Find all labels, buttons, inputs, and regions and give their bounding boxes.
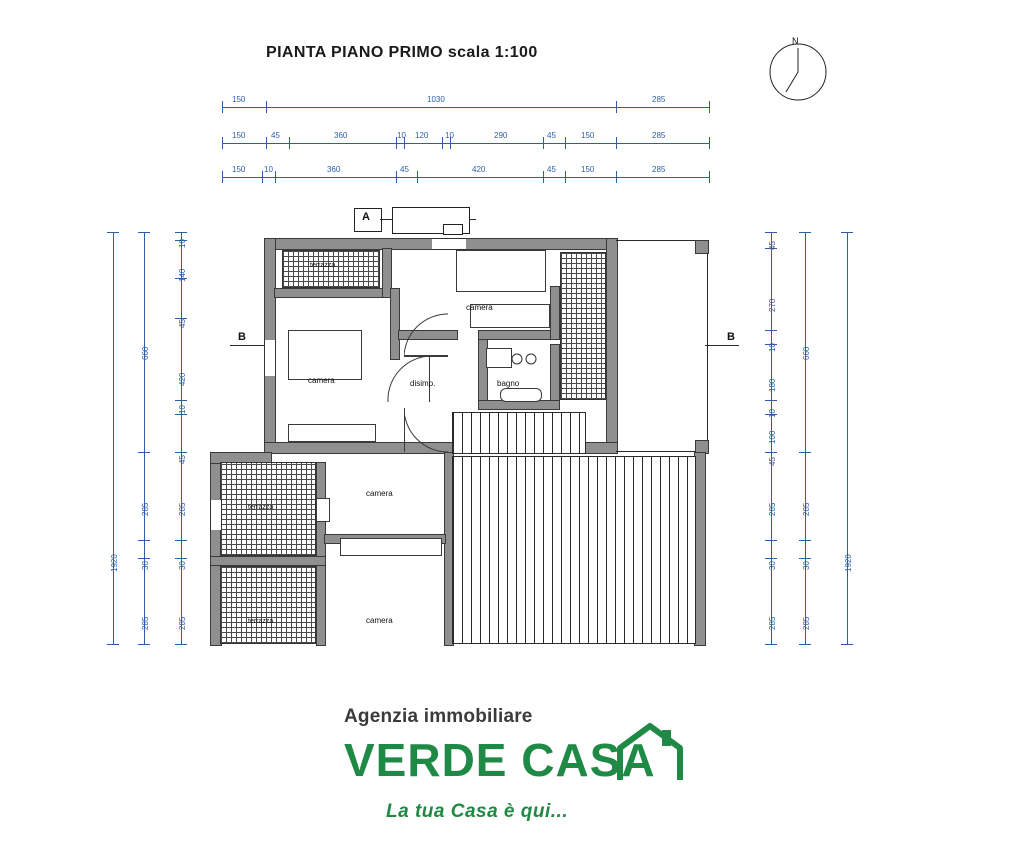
dim-tick	[799, 540, 811, 541]
bed-camera-left	[288, 330, 362, 380]
room-label-camera-left: camera	[308, 376, 335, 385]
dim-label: 100	[768, 430, 777, 444]
section-mark-b-left: B	[238, 331, 246, 343]
dim-tick	[841, 644, 853, 645]
dim-tick	[709, 137, 710, 149]
dim-tick	[841, 232, 853, 233]
dim-label: 10	[445, 131, 454, 140]
dim-tick	[765, 232, 777, 233]
dim-label: 285	[141, 616, 150, 630]
door-arc-disimpegno-top	[404, 312, 452, 358]
wardrobe-camera-left	[288, 424, 376, 442]
dim-tick	[138, 232, 150, 233]
dim-tick	[799, 558, 811, 559]
exterior-wall-right-upper	[606, 238, 618, 454]
dim-label: 360	[327, 165, 341, 174]
tub-bagno	[500, 388, 542, 402]
dim-tick	[765, 400, 777, 401]
room-label-terrazza-top: terrazza	[310, 262, 336, 269]
window-left	[264, 340, 276, 376]
bed-camera-top	[456, 250, 546, 292]
dim-label: 285	[178, 502, 187, 516]
dim-tick	[222, 101, 223, 113]
dim-label: 45	[178, 319, 187, 328]
window-top	[432, 238, 466, 250]
dim-tick	[138, 452, 150, 453]
dim-label: 285	[768, 502, 777, 516]
dim-right-col2-line	[805, 232, 806, 644]
dim-tick	[175, 540, 187, 541]
terrazza-top-hatch	[282, 250, 380, 288]
dim-label: 140	[178, 268, 187, 282]
dim-label: 285	[768, 616, 777, 630]
dim-label: 10	[178, 405, 187, 414]
logo-wordmark	[344, 733, 656, 787]
dim-tick	[138, 558, 150, 559]
dim-label: 150	[232, 165, 246, 174]
dim-tick	[765, 540, 777, 541]
dim-tick	[765, 330, 777, 331]
room-label-bagno: bagno	[497, 379, 520, 388]
dim-label: 45	[178, 455, 187, 464]
dim-label: 150	[581, 165, 595, 174]
dim-label: 360	[334, 131, 348, 140]
dim-label: 420	[178, 372, 187, 386]
dim-tick	[442, 137, 443, 149]
dim-tick	[175, 558, 187, 559]
dim-label: 420	[472, 165, 486, 174]
dim-label: 285	[141, 502, 150, 516]
room-label-camera-mid: camera	[366, 489, 393, 498]
section-mark-b-right: B	[727, 331, 735, 343]
dim-tick	[222, 171, 223, 183]
dim-tick	[616, 171, 617, 183]
dim-label: 30	[141, 561, 150, 570]
dim-tick	[616, 137, 617, 149]
dim-label: 150	[232, 131, 246, 140]
dim-tick	[138, 644, 150, 645]
room-label-disimpegno: disimp.	[410, 379, 436, 388]
dim-label: 285	[652, 131, 666, 140]
dim-tick	[107, 644, 119, 645]
dim-label: 1920	[844, 554, 853, 572]
dim-tick	[275, 171, 276, 183]
sink-bagno-icon	[510, 352, 540, 366]
dim-label: 10	[178, 239, 187, 248]
dim-label: 10	[768, 409, 777, 418]
terrazza-bottom-hatch	[220, 566, 316, 644]
dim-label: 45	[768, 241, 777, 250]
dim-tick	[138, 540, 150, 541]
dim-tick	[565, 137, 566, 149]
door-arc-disimpegno-bottom	[404, 404, 452, 456]
room-label-camera-bottom: camera	[366, 616, 393, 625]
dim-tick	[396, 171, 397, 183]
dim-tick	[262, 171, 263, 183]
dim-tick	[266, 137, 267, 149]
dim-label: 30	[802, 561, 811, 570]
dim-tick	[175, 644, 187, 645]
interior-wall-right-bed2	[550, 344, 560, 402]
section-line-b-left	[230, 345, 266, 346]
section-a-detail-inner	[443, 224, 463, 235]
dim-left-col1-line	[113, 232, 114, 644]
window-lower-left	[210, 500, 222, 530]
dim-top-row2-line	[222, 143, 709, 144]
roof-beams	[452, 456, 696, 644]
dim-label: 660	[141, 346, 150, 360]
dim-tick	[543, 137, 544, 149]
dim-label: 290	[494, 131, 508, 140]
interior-wall-lower-horiz2	[210, 556, 326, 566]
logo-word-casa: CASA	[521, 734, 656, 786]
dim-label: 45	[768, 457, 777, 466]
dim-label: 150	[232, 95, 246, 104]
balcony-right-outline-right	[707, 240, 708, 452]
terrazza-right-hatch	[560, 252, 606, 400]
dim-label: 285	[802, 616, 811, 630]
dim-tick	[175, 414, 187, 415]
compass-north-label: N	[792, 36, 799, 46]
balcony-right-parapet-top	[695, 240, 709, 254]
interior-wall-vertical-mid	[390, 288, 400, 360]
logo-slogan: La tua Casa è qui...	[386, 801, 569, 822]
interior-wall-lower-vert1	[316, 462, 326, 646]
dim-label: 10	[768, 343, 777, 352]
page-title: PIANTA PIANO PRIMO scala 1:100	[266, 44, 538, 61]
dim-tick	[799, 452, 811, 453]
interior-wall-terrazza	[274, 288, 384, 298]
dim-tick	[175, 452, 187, 453]
dim-tick	[175, 232, 187, 233]
dim-label: 1030	[427, 95, 445, 104]
closet-camera-mid	[316, 498, 330, 522]
dim-label: 45	[547, 165, 556, 174]
sanitary-bagno	[486, 348, 512, 368]
stairs	[452, 412, 586, 454]
dim-tick	[765, 558, 777, 559]
dim-tick	[289, 137, 290, 149]
dim-tick	[107, 232, 119, 233]
dim-right-col3-line	[847, 232, 848, 644]
dim-top-row3-line	[222, 177, 709, 178]
dim-tick	[565, 171, 566, 183]
dim-label: 285	[802, 502, 811, 516]
dim-tick	[765, 644, 777, 645]
wardrobe-camera-mid	[340, 538, 442, 556]
dim-label: 120	[415, 131, 429, 140]
interior-wall-bagno-top	[478, 330, 552, 340]
dim-label: 45	[271, 131, 280, 140]
dim-top-row1-line	[222, 107, 709, 108]
dim-label: 45	[547, 131, 556, 140]
section-line-b-right	[705, 345, 739, 346]
dim-tick	[799, 232, 811, 233]
dim-label: 285	[178, 616, 187, 630]
dim-label: 30	[768, 561, 777, 570]
dim-label: 150	[581, 131, 595, 140]
logo-word-verde: VERDE	[344, 734, 508, 786]
dim-tick	[417, 171, 418, 183]
house-icon	[616, 722, 688, 784]
logo-tagline-top: Agenzia immobiliare	[344, 706, 533, 727]
stairs-diagonal	[452, 412, 453, 452]
dim-label: 30	[178, 561, 187, 570]
dim-label: 10	[397, 131, 406, 140]
dim-label: 660	[802, 346, 811, 360]
section-mark-a: A	[362, 211, 370, 223]
dim-tick	[266, 101, 267, 113]
dim-tick	[616, 101, 617, 113]
dim-label: 10	[264, 165, 273, 174]
dim-label: 285	[652, 165, 666, 174]
dim-tick	[543, 171, 544, 183]
dim-left-col3-line	[181, 232, 182, 644]
dim-tick	[709, 171, 710, 183]
compass-icon	[768, 42, 828, 102]
dim-label: 1920	[110, 554, 119, 572]
room-label-camera-top: camera	[466, 303, 493, 312]
dim-tick	[799, 644, 811, 645]
dim-label: 45	[400, 165, 409, 174]
dim-label: 270	[768, 298, 777, 312]
room-label-terrazza-mid: terrazza	[248, 504, 274, 511]
dim-tick	[709, 101, 710, 113]
dim-tick	[765, 452, 777, 453]
dim-label: 180	[768, 378, 777, 392]
dim-tick	[175, 400, 187, 401]
dim-tick	[222, 137, 223, 149]
room-label-terrazza-bottom: terrazza	[248, 618, 274, 625]
dim-label: 285	[652, 95, 666, 104]
dim-left-col2-line	[144, 232, 145, 644]
interior-wall-right-bed	[550, 286, 560, 340]
